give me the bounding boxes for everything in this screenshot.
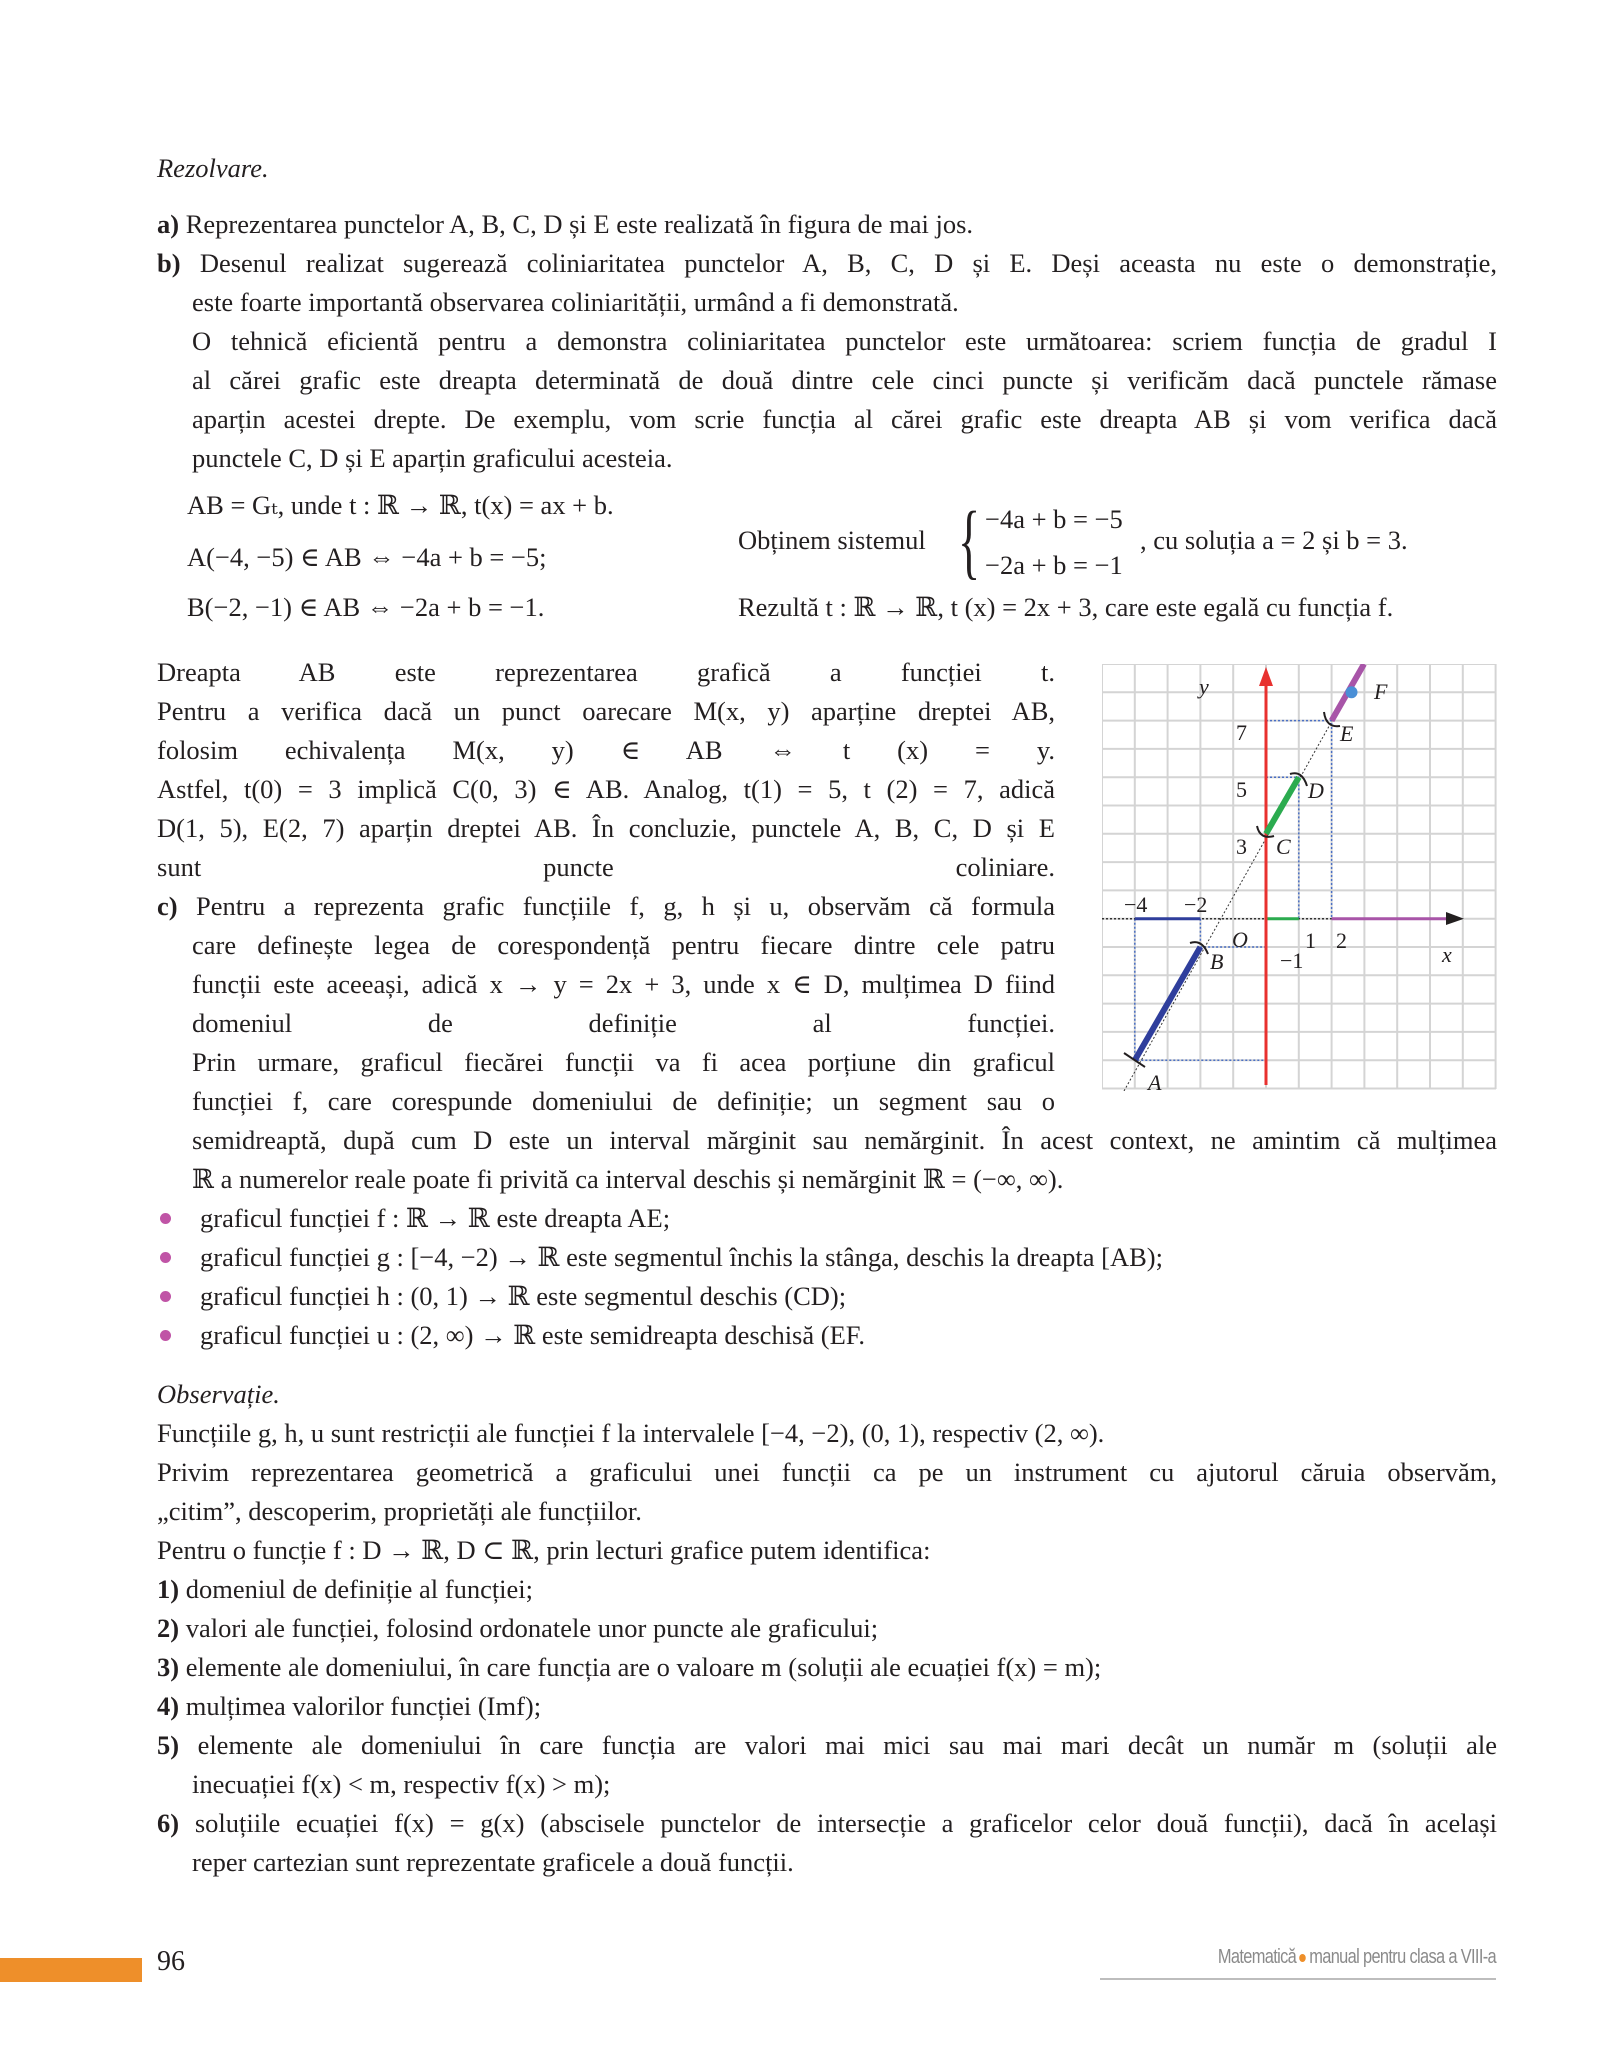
label-A: A (1148, 1070, 1162, 1091)
system-intro: Obținem sistemul (738, 525, 926, 555)
part-c-text: Pentru a reprezenta grafic funcțiile f, g, h și u, observăm că formula (196, 891, 1055, 921)
tick-x-2: 2 (1336, 928, 1347, 953)
bullet-icon (160, 1291, 171, 1302)
math-definition: AB = Gₜ, unde t : ℝ → ℝ, t(x) = ax + b. (187, 490, 614, 520)
system-equation-2: −2a + b = −1 (985, 550, 1123, 580)
part-a-label: a) (157, 209, 180, 239)
book-title-subject: Matematică (1217, 1946, 1297, 1968)
x-axis-label: x (1442, 942, 1452, 967)
part-c-line-1 (157, 887, 1055, 926)
list-item-6-cont: reper cartezian sunt reprezentate graficele a două funcții. (192, 1847, 794, 1877)
label-E: E (1340, 721, 1354, 746)
verify-line-1: Dreapta AB este reprezentarea grafică a funcției t. (157, 657, 1055, 687)
bullet-item-u: graficul funcției u : (2, ∞) → ℝ este semidreapta deschisă (EF. (200, 1320, 866, 1350)
part-c-line-2: care definește legea de corespondență pentru fiecare dintre cele patru (192, 930, 1055, 960)
list-item-text: elemente ale domeniului, în care funcția are o valoare m (soluții ale ecuației f(x) = m); (185, 1652, 1102, 1682)
book-title (1171, 1946, 1496, 1969)
observation-line-3: „citim”, descoperim, proprietăți ale funcțiilor. (157, 1496, 642, 1526)
list-item-4 (157, 1687, 1497, 1726)
list-item-label: 4) (157, 1691, 180, 1721)
part-b-line-3: O tehnică eficientă pentru a demonstra coliniaritatea punctelor este următoarea: scriem funcția de gradul I (192, 326, 1497, 356)
tick-x-minus2: −2 (1184, 892, 1208, 917)
part-b-text: Desenul realizat sugerează coliniaritatea punctelor A, B, C, D și E. Deși aceasta nu este o demonstrație, (199, 248, 1497, 278)
observation-line-2: Privim reprezentarea geometrică a graficului unei funcții ca pe un instrument cu ajutorul căruia observăm, (157, 1457, 1497, 1487)
verify-line-5: D(1, 5), E(2, 7) aparțin dreptei AB. În concluzie, punctele A, B, C, D și E (157, 813, 1055, 843)
part-a (157, 205, 1497, 244)
observation-line-1: Funcțiile g, h, u sunt restricții ale funcției f la intervalele [−4, −2), (0, 1), respectiv (2, ∞). (157, 1418, 1105, 1448)
list-item-label: 3) (157, 1652, 180, 1682)
system-brace: { (958, 495, 981, 588)
list-item-text: domeniul de definiție al funcției; (185, 1574, 534, 1604)
part-b-line-5: aparțin acestei drepte. De exemplu, vom scrie funcția al cărei grafic este dreapta AB și vom verifica dacă (192, 404, 1497, 434)
bullet-icon (160, 1213, 171, 1224)
list-item-5-cont: inecuației f(x) < m, respectiv f(x) > m); (192, 1769, 611, 1799)
tick-y-7: 7 (1236, 720, 1247, 745)
list-item-text: valori ale funcției, folosind ordonatele unor puncte ale graficului; (185, 1613, 879, 1643)
system-solution: , cu soluția a = 2 și b = 3. (1140, 525, 1408, 555)
part-c-line-3: funcții este aceeași, adică x → y = 2x + 3, unde x ∈ D, mulțimea D fiind (192, 969, 1055, 999)
part-c-line-7: semidreaptă, după cum D este un interval mărginit sau nemărginit. În acest context, ne amintim că mulțimea (192, 1125, 1497, 1155)
list-item-2 (157, 1609, 1497, 1648)
tick-y-minus1: −1 (1280, 948, 1304, 973)
part-b-label: b) (157, 248, 181, 278)
bullet-icon (160, 1252, 171, 1263)
part-c-line-8: ℝ a numerelor reale poate fi privită ca interval deschis și nemărginit ℝ = (−∞, ∞). (192, 1164, 1064, 1194)
verify-line-2: Pentru a verifica dacă un punct oarecare M(x, y) aparține dreptei AB, (157, 696, 1055, 726)
part-c-line-6: funcției f, care corespunde domeniului de definiție; un segment sau o (192, 1086, 1055, 1116)
part-c-line-4: domeniul de definiție al funcției. (192, 1008, 1055, 1038)
part-c-label: c) (157, 891, 178, 921)
part-b-line-2: este foarte importantă observarea coliniarității, urmând a fi demonstrată. (192, 287, 959, 317)
math-point-a: A(−4, −5) ∈ AB ⇔ −4a + b = −5; (187, 542, 547, 572)
function-graph-figure (1102, 664, 1498, 1091)
label-B: B (1210, 949, 1224, 974)
point-F (1346, 686, 1358, 698)
x-axis-arrow-icon (1446, 912, 1464, 925)
bullet-item-h: graficul funcției h : (0, 1) → ℝ este segmentul deschis (CD); (200, 1281, 847, 1311)
bullet-item-g: graficul funcției g : [−4, −2) → ℝ este segmentul închis la stânga, deschis la dreapta [AB); (200, 1242, 1163, 1272)
y-axis-arrow-icon (1259, 667, 1273, 686)
part-b-line-1 (157, 244, 1497, 283)
tick-x-1: 1 (1305, 928, 1316, 953)
verify-line-6: sunt puncte coliniare. (157, 852, 1055, 882)
tick-x-minus4: −4 (1124, 892, 1148, 917)
origin-label: O (1232, 927, 1248, 952)
footer-rule (1100, 1978, 1496, 1980)
list-item-text: soluțiile ecuației f(x) = g(x) (abscisele punctelor de intersecție a graficelor celor două funcții), dacă în același (194, 1808, 1497, 1838)
tick-y-5: 5 (1236, 777, 1247, 802)
part-a-text: Reprezentarea punctelor A, B, C, D și E este realizată în figura de mai jos. (185, 209, 974, 239)
verify-line-4: Astfel, t(0) = 3 implică C(0, 3) ∈ AB. Analog, t(1) = 5, t (2) = 7, adică (157, 774, 1055, 804)
list-item-text: mulțimea valorilor funcției (Imf); (185, 1691, 542, 1721)
part-c-line-5: Prin urmare, graficul fiecărei funcții va fi acea porțiune din graficul (192, 1047, 1055, 1077)
y-axis-label: y (1199, 674, 1209, 699)
book-title-grade: manual pentru clasa a VIII-a (1309, 1946, 1496, 1968)
footer-accent-bar (0, 1958, 142, 1982)
bullet-icon (160, 1330, 171, 1341)
list-item-label: 5) (157, 1730, 180, 1760)
tick-y-3: 3 (1236, 834, 1247, 859)
page-number: 96 (157, 1946, 185, 1977)
observation-line-4: Pentru o funcție f : D → ℝ, D ⊂ ℝ, prin lecturi grafice putem identifica: (157, 1535, 931, 1565)
verify-line-3: folosim echivalența M(x, y) ∈ AB ⇔ t (x) = y. (157, 735, 1055, 765)
list-item-label: 1) (157, 1574, 180, 1604)
dot-separator-icon (1299, 1954, 1306, 1962)
part-b-line-6: punctele C, D și E aparțin graficului acesteia. (192, 443, 673, 473)
observation-title: Observație. (157, 1379, 280, 1409)
part-b-line-4: al cărei grafic este dreapta determinată de două dintre cele cinci puncte și verificăm dacă punctele rămase (192, 365, 1497, 395)
list-item-label: 2) (157, 1613, 180, 1643)
section-title: Rezolvare. (157, 153, 269, 183)
list-item-text: elemente ale domeniului în care funcția are valori mai mici sau mai mari decât un număr m (soluții ale (197, 1730, 1497, 1760)
list-item-3 (157, 1648, 1497, 1687)
list-item-label: 6) (157, 1808, 180, 1838)
list-item-1 (157, 1570, 1497, 1609)
list-item-5 (157, 1726, 1497, 1765)
label-F: F (1374, 679, 1388, 704)
list-item-6 (157, 1804, 1497, 1843)
math-point-b: B(−2, −1) ∈ AB ⇔ −2a + b = −1. (187, 592, 545, 622)
system-equation-1: −4a + b = −5 (985, 504, 1123, 534)
bullet-item-f: graficul funcției f : ℝ → ℝ este dreapta AE; (200, 1203, 671, 1233)
label-C: C (1276, 834, 1291, 859)
math-result: Rezultă t : ℝ → ℝ, t (x) = 2x + 3, care este egală cu funcția f. (738, 592, 1394, 622)
label-D: D (1308, 778, 1324, 803)
